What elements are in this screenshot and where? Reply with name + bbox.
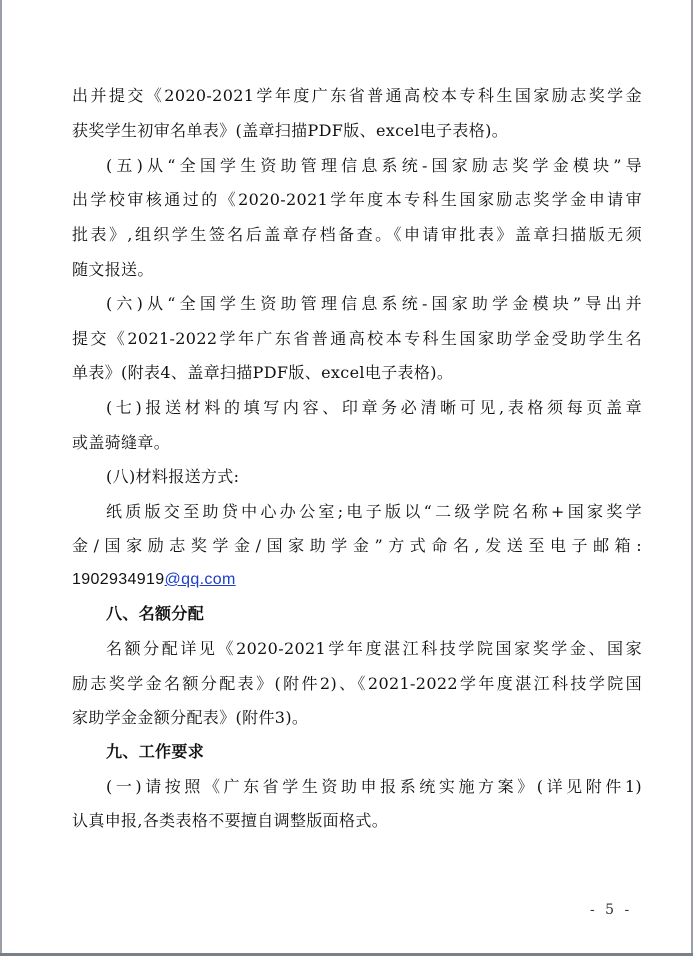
section-heading-quota: 八、名额分配 [106, 604, 205, 623]
section-heading-requirements: 九、工作要求 [106, 742, 205, 761]
body-line: 出并提交《2020-2021学年度广东省普通高校本专科生国家励志奖学金 [72, 86, 642, 105]
body-line: (一)请按照《广东省学生资助申报系统实施方案》(详见附件1) [106, 777, 642, 796]
body-line: 随文报送。 [72, 260, 154, 279]
body-line: 纸质版交至助贷中心办公室;电子版以“二级学院名称+国家奖学 [106, 502, 642, 521]
body-line: 励志奖学金名额分配表》(附件2)、《2021-2022学年度湛江科技学院国 [72, 674, 642, 693]
body-line: 提交《2021-2022学年广东省普通高校本专科生国家助学金受助学生名 [72, 329, 642, 348]
email-prefix: 1902934919 [72, 571, 165, 588]
body-line: 认真申报,各类表格不要擅自调整版面格式。 [72, 811, 389, 830]
body-line: (七)报送材料的填写内容、印章务必清晰可见,表格须每页盖章 [106, 398, 642, 417]
body-line: 家助学金金额分配表》(附件3)。 [72, 708, 309, 727]
page-border-left [0, 0, 2, 956]
email-address [72, 570, 642, 590]
body-line: (六)从“全国学生资助管理信息系统-国家助学金模块”导出并 [106, 294, 642, 313]
body-line: 批表》,组织学生签名后盖章存档备查。《申请审批表》盖章扫描版无须 [72, 225, 642, 244]
body-line: 金/国家励志奖学金/国家助学金”方式命名,发送至电子邮箱: [72, 536, 642, 555]
body-line: 出学校审核通过的《2020-2021学年度本专科生国家励志奖学金申请审 [72, 190, 642, 209]
body-line: (八)材料报送方式: [106, 467, 240, 486]
body-line: 获奖学生初审名单表》(盖章扫描PDF版、excel电子表格)。 [72, 121, 509, 140]
body-line: 单表》(附表4、盖章扫描PDF版、excel电子表格)。 [72, 363, 454, 382]
body-line: 名额分配详见《2020-2021学年度湛江科技学院国家奖学金、国家 [106, 639, 642, 658]
body-line: 或盖骑缝章。 [72, 433, 171, 452]
email-link[interactable]: @qq.com [164, 571, 236, 588]
page-number: - 5 - [590, 902, 633, 918]
body-line: (五)从“全国学生资助管理信息系统-国家励志奖学金模块”导 [106, 156, 642, 175]
